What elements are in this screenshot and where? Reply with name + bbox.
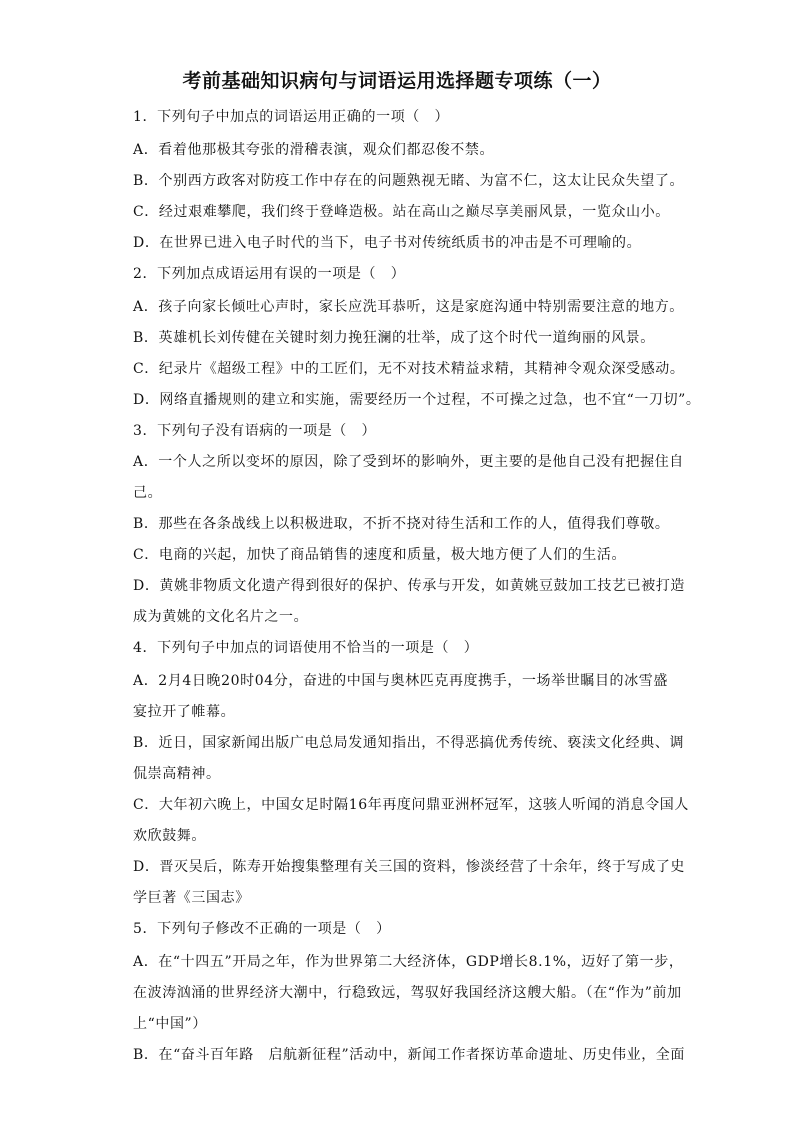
text-line: 上“中国”） bbox=[133, 1016, 207, 1032]
question-line: 4．下列句子中加点的词语使用不恰当的一项是（ ） bbox=[133, 640, 479, 656]
text-line: D．黄姚非物质文化遗产得到很好的保护、传承与开发，如黄姚豆鼓加工技艺已被打造 bbox=[133, 578, 686, 594]
text-line: D．晋灭吴后，陈寿开始搜集整理有关三国的资料，惨淡经营了十余年，终于写成了史 bbox=[133, 859, 686, 875]
question-line: 2．下列加点成语运用有误的一项是（ ） bbox=[133, 266, 406, 282]
text-line: A．一个人之所以变坏的原因，除了受到坏的影响外，更主要的是他自己没有把握住自 bbox=[133, 454, 684, 470]
question-line: 5．下列句子修改不正确的一项是（ ） bbox=[133, 921, 391, 937]
text-line: C．经过艰难攀爬，我们终于登峰造极。站在高山之巅尽享美丽风景，一览众山小。 bbox=[133, 204, 670, 220]
text-line: D．在世界已进入电子时代的当下，电子书对传统纸质书的冲击是不可理喻的。 bbox=[133, 235, 642, 251]
text-line: 学巨著《三国志》 bbox=[133, 890, 250, 906]
text-line: A．在“十四五”开局之年，作为世界第二大经济体，GDP增长8.1%，迈好了第一步， bbox=[133, 954, 684, 970]
text-line: B．近日，国家新闻出版广电总局发通知指出，不得恶搞优秀传统、亵渎文化经典、调 bbox=[133, 735, 685, 751]
text-line: B．个别西方政客对防疫工作中存在的问题熟视无睹、为富不仁，这太让民众失望了。 bbox=[133, 173, 685, 189]
text-line: B．在“奋斗百年路 启航新征程”活动中，新闻工作者探访革命遗址、历史伟业，全面 bbox=[133, 1047, 685, 1063]
text-line: C．电商的兴起，加快了商品销售的速度和质量，极大地方便了人们的生活。 bbox=[133, 547, 627, 563]
text-line: C．大年初六晚上，中国女足时隔16年再度问鼎亚洲杯冠军，这骇人听闻的消息令国人 bbox=[133, 797, 689, 813]
text-line: 侃崇高精神。 bbox=[133, 766, 221, 782]
text-line: A．看着他那极其夸张的滑稽表演，观众们都忍俊不禁。 bbox=[133, 142, 495, 158]
text-line: 己。 bbox=[133, 485, 163, 501]
page-title: 考前基础知识病句与词语运用选择题专项练（一） bbox=[182, 70, 612, 92]
text-line: B．那些在各条战线上以积极进取，不折不挠对待生活和工作的人，值得我们尊敬。 bbox=[133, 516, 670, 532]
question-line: 1．下列句子中加点的词语运用正确的一项（ ） bbox=[133, 109, 450, 125]
text-line: D．网络直播规则的建立和实施，需要经历一个过程，不可操之过急，也不宜“一刀切”。 bbox=[133, 392, 701, 408]
text-line: 欢欣鼓舞。 bbox=[133, 828, 206, 844]
text-line: 在波涛汹涌的世界经济大潮中，行稳致远，驾驭好我国经济这艘大船。（在“作为”前加 bbox=[133, 985, 682, 1001]
text-line: B．英雄机长刘传健在关键时刻力挽狂澜的壮举，成了这个时代一道绚丽的风景。 bbox=[133, 330, 655, 346]
text-line: 成为黄姚的文化名片之一。 bbox=[133, 609, 309, 625]
question-line: 3．下列句子没有语病的一项是（ ） bbox=[133, 423, 377, 439]
text-line: C．纪录片《超级工程》中的工匠们，无不对技术精益求精，其精神令观众深受感动。 bbox=[133, 361, 685, 377]
text-line: A．孩子向家长倾吐心声时，家长应洗耳恭听，这是家庭沟通中特别需要注意的地方。 bbox=[133, 299, 684, 315]
text-line: 宴拉开了帷幕。 bbox=[133, 704, 236, 720]
text-line: A．2月4日晚20时04分，奋进的中国与奥林匹克再度携手，一场举世瞩目的冰雪盛 bbox=[133, 673, 668, 689]
